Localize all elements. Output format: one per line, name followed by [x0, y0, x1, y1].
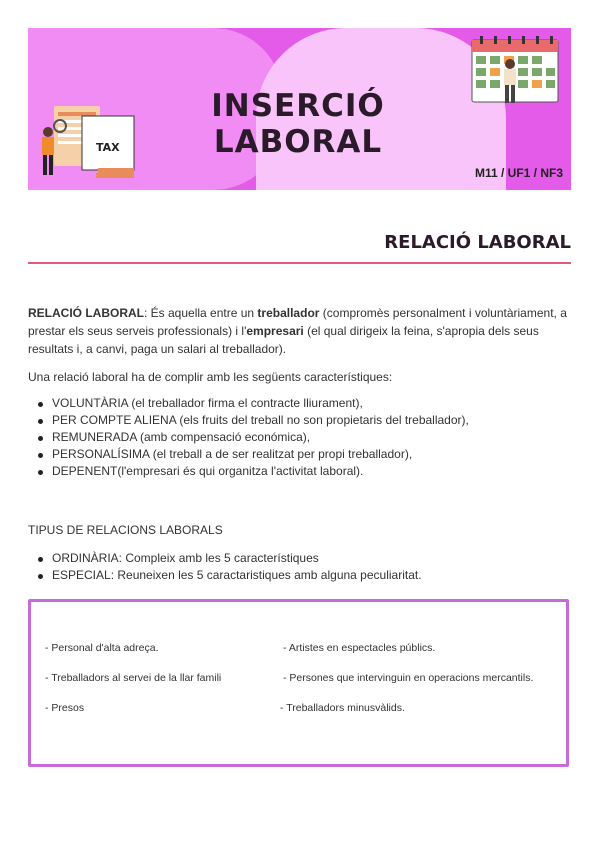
list-item: ORDINÀRIA: Compleix amb les 5 característiques [38, 550, 422, 567]
special-item: - Persones que intervinguin en operacions mercantils. [283, 672, 534, 684]
calendar-illustration [466, 34, 566, 111]
page-title: INSERCIÓ LABORAL [211, 88, 385, 160]
employer-term: empresari [246, 324, 304, 338]
tax-label: TAX [96, 141, 120, 154]
special-item: - Presos [45, 702, 85, 714]
types-title: TIPUS DE RELACIONS LABORALS [28, 523, 223, 537]
list-item: DEPENENT(l'empresari és qui organitza l'activitat laboral). [38, 463, 469, 480]
special-item: - Artistes en espectacles públics. [283, 642, 436, 654]
tax-document-illustration [38, 106, 148, 190]
list-item: ESPECIAL: Reuneixen les 5 caractaristiques amb alguna peculiaritat. [38, 567, 422, 584]
characteristics-list [38, 395, 469, 480]
list-item: VOLUNTÀRIA (el treballador firma el contracte lliurament), [38, 395, 469, 412]
module-code: M11 / UF1 / NF3 [474, 166, 563, 180]
section-divider [28, 262, 571, 264]
list-item: PER COMPTE ALIENA (els fruits del treball no son propietaris del treballador), [38, 412, 469, 429]
special-relations-box [28, 599, 569, 767]
definition-paragraph: RELACIÓ LABORAL: És aquella entre un treballador (compromès personalment i voluntàriament, a prestar els seus serveis professionals) i l'empresari (el qual dirigeix la feina, s'apropia dels seus resultats i, a canvi, paga un salari al treballador). [28, 306, 567, 356]
list-item: REMUNERADA (amb compensació económica), [38, 429, 469, 446]
types-list [38, 550, 422, 584]
worker-term: treballador [257, 306, 320, 320]
special-item: - Treballadors minusvàlids. [280, 702, 405, 714]
special-item: - Personal d'alta adreça. [45, 642, 159, 654]
special-item: - Treballadors al servei de la llar famili [45, 672, 222, 684]
section-title: RELACIÓ LABORAL [384, 232, 571, 253]
definition-term: RELACIÓ LABORAL [28, 306, 144, 320]
header-banner [28, 28, 571, 190]
characteristics-intro: Una relació laboral ha de complir amb les següents característiques: [28, 370, 393, 384]
list-item: PERSONALÍSIMA (el treball a de ser realitzat per propi treballador), [38, 446, 469, 463]
